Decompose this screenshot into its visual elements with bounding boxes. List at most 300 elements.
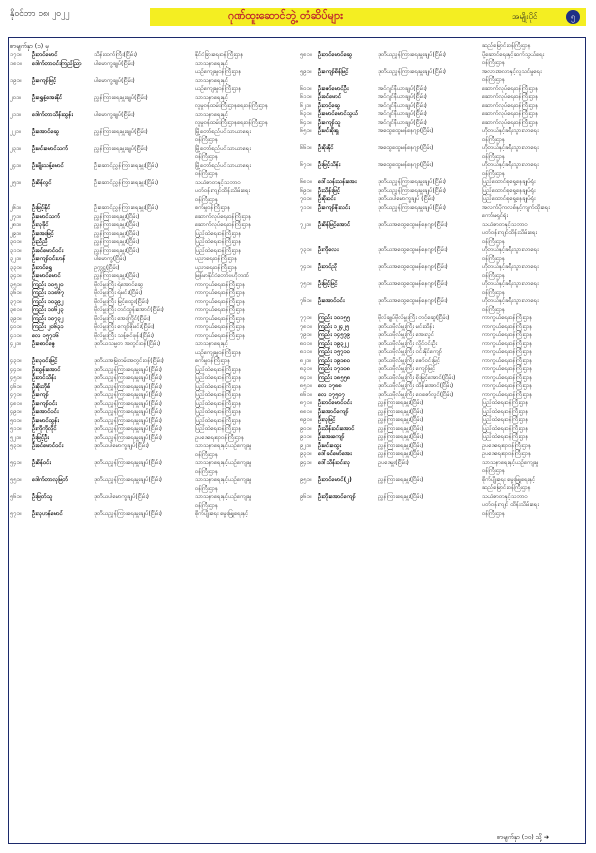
list-item — [10, 374, 300, 383]
entry-number: ၈၉၁။ — [300, 417, 312, 423]
entry-number: ၆၃၁။ — [300, 111, 312, 117]
rank-title: ညွှန်ကြားရေးမှူး(ငြိမ်း) — [94, 273, 140, 279]
entry-number: ၈၄၁။ — [300, 374, 312, 381]
rank-title: ညွှန်ကြားရေးမှူး(ငြိမ်း) — [94, 222, 140, 228]
list-item — [300, 493, 586, 519]
list-item — [10, 179, 300, 205]
rank-title: ညွှန်ကြားရေးမှူး(ငြိမ်း) — [378, 417, 424, 423]
rank-title: အင်ဂျင်နီယာချုပ်(ငြိမ်း) — [378, 94, 427, 100]
entry-number: ၇၈၁။ — [300, 323, 312, 330]
department: ပြည်ထဲရေးဝန်ကြီးဌာန — [482, 408, 529, 415]
department: ကာကွယ်ရေးဝန်ကြီးဌာန — [195, 307, 246, 313]
list-item — [10, 366, 300, 375]
rank-title: ဒုတိယဗိုလ်မှူးကြီး ထိန်းအောင်(ငြိမ်း) — [378, 383, 454, 389]
list-item — [300, 119, 586, 128]
department: ဆောက်လုပ်ရေးဝန်ကြီးဌာန — [482, 111, 539, 117]
person-name: ဦးကိုကိုလိုင် — [32, 426, 57, 432]
person-name: ဦးကျော်သူ — [318, 119, 341, 126]
person-name: ဒေါက်တာသိန်းထွန်း — [32, 111, 73, 118]
department: ကာကွယ်ရေးဝန်ကြီးဌာန — [482, 357, 533, 364]
list-item — [300, 161, 586, 178]
list-item — [300, 408, 586, 417]
person-name: ဦးမြင့်နိုင် — [32, 205, 51, 211]
entry-number: ၂၂၁။ — [10, 128, 21, 135]
department: ဟိုတယ်နှင့်ခရီးသွားလာရေး ဝန်ကြီးဌာန — [482, 162, 539, 177]
department: ပြည်ထဲရေးဝန်ကြီးဌာန — [195, 247, 242, 254]
person-name: ဒေါက်တာဝင်းကြည်ညြာ — [32, 60, 82, 67]
department: ပြည်ထဲရေးဝန်ကြီးဌာန — [195, 392, 242, 398]
rank-title: ညွှန်ကြားရေးမှူး(ငြိမ်း) — [378, 434, 424, 440]
person-name — [318, 42, 378, 51]
rank-title: ဦးဆောင်ညွှန်ကြားရေးမှူး(ငြိမ်း) — [94, 205, 159, 211]
entry-number: ၂၇၁။ — [10, 213, 22, 220]
department: ဥပဒေရေးရာဝန်ကြီးဌာန — [482, 451, 532, 457]
person-name: ဦးမြင့်မြင့် — [318, 281, 338, 287]
department: ကာကွယ်ရေးဝန်ကြီးဌာန — [482, 349, 533, 355]
list-item — [10, 264, 300, 273]
section-label: အမျိုးပိုင် — [512, 12, 538, 21]
rank-title: ပါမောက္ခ(ငြိမ်း) — [94, 256, 127, 262]
entry-number: ၅၂၁။ — [10, 434, 22, 441]
list-item — [10, 298, 300, 307]
entry-number: ၄၅၁။ — [10, 375, 22, 381]
person-name: ဦးတိုးအောင်ကျော် — [318, 493, 356, 500]
rank-title: ဒုတိယအထွေထွေမန်နေဂျာ(ငြိမ်း) — [378, 247, 448, 253]
rank-title: ပါမောက္ခချုပ်(ငြိမ်း) — [94, 111, 135, 118]
rank-title: ဗိုလ်မှူးကြီး ကျော်ဇိုမင်း(ငြိမ်း) — [94, 324, 155, 330]
person-name: ဦးစိန်လွင် — [32, 179, 52, 186]
person-name: ကြည်း ၁၅၇၁၀ — [318, 349, 351, 355]
list-item — [300, 391, 586, 400]
list-item — [300, 459, 586, 476]
department: မြန်မာနိုင်ငံတော်ဗဟိုဘဏ် — [195, 273, 249, 279]
department: ပြည်ထဲရေးဝန်ကြီးဌာန — [195, 400, 242, 407]
department: မြို့တော်စည်ပင်သာယာရေး ဝန်ကြီးဌာန — [195, 145, 251, 160]
person-name: ဦးတင်မောင်(၂) — [318, 476, 352, 483]
rank-title: ဗိုလ်မှူးကြီး အေးကြိုင်(ငြိမ်း) — [94, 315, 151, 322]
department: ဥပဒေရေးရာဝန်ကြီးဌာန — [482, 442, 532, 449]
person-name: ဦးလှဝင်းမြင့် — [32, 358, 58, 364]
continued-from-note: စာမျက်နှာ (၁) မှ — [10, 43, 49, 50]
list-item — [10, 111, 300, 128]
department: ကာကွယ်ရေးဝန်ကြီးဌာန — [482, 374, 533, 381]
department: စက်မှုဝန်ကြီးဌာန — [195, 358, 231, 364]
person-name: ဦးစိန်ဝင်း — [32, 460, 51, 466]
rank-title: ဗိုလ်မှူးကြီး သန့်ဇင်ဖုန်း(ငြိမ်း) — [94, 332, 155, 339]
department: ဆောက်လုပ်ရေးဝန်ကြီးဌာန — [482, 85, 539, 92]
rank-title: ညွှန်ကြားရေးမှူး(ငြိမ်း) — [94, 239, 140, 245]
list-item — [10, 221, 300, 230]
entry-number: ၃၃၁။ — [10, 264, 22, 271]
rank-title: အင်ဂျင်နီယာချုပ်(ငြိမ်း) — [378, 119, 427, 126]
entry-number: ၈၂၁။ — [300, 357, 312, 364]
department: ပြည်ထဲရေးဝန်ကြီးဌာန — [482, 400, 529, 406]
rank-title: ဒုတိယညွှန်ကြားရေးမှူးချုပ်(ငြိမ်း) — [94, 426, 162, 432]
entry-number: ၄၀၁။ — [10, 324, 22, 330]
entry-number: ၃၅၁။ — [10, 281, 22, 288]
list-item — [300, 42, 586, 51]
department: အလက်ပိုကလစ်နှင့်ကျက်ထိုးရေး ကော်မရှင်ရုံး — [482, 204, 550, 219]
list-item — [10, 247, 300, 256]
rank-title: ဥပဒေမှူး(ငြိမ်း) — [378, 459, 409, 466]
list-item — [300, 433, 586, 442]
entry-number: ၆၉၁။ — [300, 187, 312, 194]
entry-number: ၈၇၁။ — [300, 400, 312, 406]
entry-number: ၅၄၁။ — [10, 460, 22, 466]
department: စိုက်ပျိုးရေး မွေးမြူရေးနှင့် — [195, 511, 249, 517]
entry-number: ၇၅၁။ — [300, 281, 312, 287]
person-name: ဦးမင်းမောင်သက် — [32, 145, 69, 152]
rank-title: ဒုတိယဗိုလ်မှူးကြီး လှိုင်ဝင်းဦး — [378, 340, 438, 347]
list-item — [10, 77, 300, 94]
entry-number: ၂၆၁။ — [10, 205, 22, 211]
entry-number: ၄၁၁။ — [10, 332, 22, 339]
rank-title: ဒုတိယညွှန်ကြားရေးမှူးချုပ်(ငြိမ်း) — [94, 417, 162, 424]
entry-number: ၉၃၁။ — [300, 451, 312, 457]
rank-title: ဒုတိယညွှန်ကြားရေးမှူးချုပ်(ငြိမ်း) — [94, 477, 162, 483]
entry-number: ၃၂၁။ — [10, 256, 22, 262]
rank-title: ဒုတိယဗိုလ်မှူးကြီး အေးလွင် — [378, 332, 435, 338]
entry-number: ၄၃၁။ — [10, 358, 22, 364]
entry-number: ၃၈၁။ — [10, 307, 22, 313]
department: သာသနာရေးနှင့် ယဉ်ကျေးမှုဝန်ကြီးဌာန — [195, 77, 242, 92]
entry-number: ၈၈၁။ — [300, 408, 312, 415]
list-item — [10, 391, 300, 400]
rank-title: ဒုတိယညွှန်ကြားရေးမှူးချုပ်(ငြိမ်း) — [94, 366, 162, 373]
list-item — [10, 417, 300, 426]
department: ဟိုတယ်နှင့်ခရီးသွားလာရေး ဝန်ကြီးဌာန — [482, 298, 539, 313]
department: ပြည်ထဲရေးဝန်ကြီးဌာန — [195, 366, 242, 373]
person-name: ဦးမျိုးသန့်မောင် — [32, 162, 64, 169]
rank-title: ညွှန်ကြားရေးမှူး(ငြိမ်း) — [94, 213, 140, 220]
list-item — [10, 357, 300, 366]
list-item — [300, 323, 586, 332]
person-name: ဦးခင်မောင်ဝင်း — [32, 247, 64, 254]
list-item — [10, 425, 300, 434]
rank-title: ဒုတိယညွှန်ကြားရေးမှူးချုပ်(ငြိမ်း) — [378, 204, 446, 211]
person-name: ဦးတင်သိန်း — [32, 375, 56, 381]
list-item — [10, 315, 300, 324]
entry-number: ၂၄၁။ — [10, 162, 22, 169]
entry-number: ၂၀၁။ — [10, 94, 22, 101]
person-name: ဒေါ်သိန်းဝင်းလှ — [318, 459, 351, 466]
left-column — [10, 42, 300, 519]
rank-title: ဒုတိယအထွေထွေမန်နေဂျာ(ငြိမ်း) — [378, 221, 448, 228]
department: ကာကွယ်ရေးဝန်ကြီးဌာန — [482, 323, 533, 330]
department: ကာကွယ်ရေးဝန်ကြီးဌာန — [195, 281, 246, 288]
list-item — [300, 476, 586, 493]
person-name: ဒေါက်တာလှမြတ် — [32, 477, 69, 483]
entry-number: ၂၁၁။ — [10, 111, 22, 118]
entry-number — [300, 42, 318, 51]
list-item — [300, 382, 586, 391]
entry-number: ၃၄၁။ — [10, 273, 22, 279]
department: ပြည်ထဲရေးဝန်ကြီးဌာန — [482, 417, 529, 423]
rank-title: ဦးဆောင်ညွှန်ကြားရေးမှူး(ငြိမ်း) — [94, 162, 159, 169]
rank-title: ဒုတိယညွှန်ကြားရေးမှူးချုပ်(ငြိမ်း) — [378, 187, 446, 194]
rank-title: ပါမောက္ခချုပ်(ငြိမ်း) — [94, 77, 135, 84]
page-title: ဂုဏ်ထူးဆောင်ဘွဲ့ တံဆိပ်များ — [228, 9, 343, 22]
rank-title: ညွှန်ကြားရေးမှူး(ငြိမ်း) — [378, 425, 424, 432]
entry-number: ၇၉၁။ — [300, 332, 312, 338]
person-name: ဦးမြင့်သိန်း — [318, 162, 341, 168]
department: မြို့တော်စည်ပင်သာယာရေး ဝန်ကြီးဌာန — [195, 128, 251, 143]
rank-title: ညွှန်ကြားရေးမှူး(ငြိမ်း) — [378, 400, 424, 406]
rank-title: ညွှန်ကြားရေးမှူး(ငြိမ်း) — [378, 408, 424, 415]
list-item — [300, 374, 586, 383]
rank-title: ဒုတိယအထွေထွေမန်နေဂျာ(ငြိမ်း) — [378, 281, 448, 287]
person-name: ကြည်း ၁၁၈၆၇ — [32, 290, 65, 296]
department: ဆောက်လုပ်ရေးဝန်ကြီးဌာန — [482, 119, 539, 126]
rank-title: ဒုတိယညွှန်ကြားရေးမှူးချုပ်(ငြိမ်း) — [94, 383, 162, 390]
entry-number: ၇၀၁။ — [300, 196, 312, 202]
person-name: ဦးမောင်သက် — [32, 213, 61, 220]
rank-title: ဒုတိယဗိုလ်မှူးကြီး ကျော်မြင့် — [378, 366, 436, 372]
person-name: ဦးကျော်ဝင်း — [32, 400, 57, 407]
entry-number: ၄၇၁။ — [10, 392, 22, 398]
person-name: ဦးလှဟန်မောင် — [32, 511, 63, 517]
rank-title: ဒုတိယအမြဲတမ်းအတွင်းဝန်(ငြိမ်း) — [94, 358, 164, 364]
entry-number: ၄၉၁။ — [10, 409, 22, 415]
person-name: လေ ၁၅၇၁၆ — [32, 332, 59, 339]
person-name: ဦးမြတ်သူ — [32, 494, 53, 500]
person-name: ဦးဇော်မောင်ဦး — [318, 85, 349, 92]
list-item — [10, 162, 300, 179]
entry-number: ၈၁၁။ — [300, 349, 312, 355]
person-name: ကြည်း ၁၂၄၂၅ — [318, 323, 350, 330]
person-name: ကြည်း ၁၀၁၅၅ — [318, 315, 351, 321]
department: ကာကွယ်ရေးဝန်ကြီးဌာန — [195, 332, 246, 339]
person-name: ကြည်း ၁၀၅၂၀ — [32, 281, 64, 288]
person-name: ဦးစိုးနိုင် — [318, 145, 334, 151]
entry-number: ၃၁၁။ — [10, 247, 22, 254]
entry-number: ၈၃၁။ — [300, 366, 312, 372]
right-entry-list — [300, 42, 586, 518]
entry-number: ၂၈၁။ — [10, 222, 22, 228]
department: သယံဇာတနှင့်သဘာဝ ပတ်ဝန်းကျင် ထိန်းသိမ်းရေး ဝန်ကြီးဌာန — [482, 493, 539, 517]
department: သာသနာရေးနှင့် လူမှုဝန်ထမ်းကြီးဌာနရေးဝန်ကြီးဌာန — [195, 111, 269, 126]
person-name: ကြည်း ၁၀၇၃၂ — [32, 315, 64, 322]
department: ဆောက်လုပ်ရေးဝန်ကြီးဌာန — [482, 102, 539, 109]
list-item — [300, 314, 586, 323]
department: မြို့တော်စည်ပင်သာယာရေး ဝန်ကြီးဌာန — [195, 162, 251, 177]
list-item — [300, 348, 586, 357]
entry-number: ၄၄၁။ — [10, 366, 22, 373]
rank-title — [378, 42, 482, 51]
person-name: ဦးအေးကျော် — [318, 434, 345, 440]
rank-title: ဒုတိယပါမောက္ခချုပ် (ငြိမ်း) — [378, 196, 435, 202]
person-name: ဦးကျော်ဝင်းဟန် — [32, 256, 66, 262]
rank-title: ဗိုလ်မှူးကြီး တင်ထွန်းအောင်(ငြိမ်း) — [94, 307, 164, 313]
rank-title: ဒုတိယအထွေထွေမန်နေဂျာ(ငြိမ်း) — [378, 264, 448, 270]
person-name: ဦးအေးမြင့် — [32, 230, 54, 237]
person-name: ကြည်း ၁၉၁၈၀ — [318, 357, 351, 364]
person-name: ဦးခင်မောင် — [318, 94, 342, 100]
rank-title: ဒုတိယညွှန်ကြားရေးမှူးချုပ်(ငြိမ်း) — [94, 400, 162, 407]
rank-title: ဒုတိယညွှန်ကြားရေးမှူးချုပ်(ငြိမ်း) — [94, 392, 162, 398]
entry-number: ၆၁၁။ — [300, 94, 312, 100]
entry-number: ၇၄၁။ — [300, 264, 312, 270]
person-name: ကြည်း ၁၉၃၂၂ — [318, 340, 350, 347]
list-item — [300, 221, 586, 247]
department: သာသနာရေးနှင့် ယဉ်ကျေးမှုဝန်ကြီးဌာန — [195, 60, 242, 75]
list-item — [10, 408, 300, 417]
department: ကာကွယ်ရေးဝန်ကြီးဌာန — [482, 332, 533, 338]
entry-number: ၃၀၁။ — [10, 239, 22, 245]
list-item — [10, 332, 300, 341]
rank-title: ညွှန်ကြားရေးမှူး(ငြိမ်း) — [378, 442, 424, 449]
department: အလားအလာနှင့်လူသင်မှုရေး ဝန်ကြီးဌာန — [482, 68, 542, 83]
issue-date: နိုဝင်ဘာ ၁၈၊ ၂၀၂၂ — [10, 9, 70, 19]
list-item — [300, 425, 586, 434]
rank-title: အင်ဂျင်နီယာချုပ်(ငြိမ်း) — [378, 102, 427, 109]
entry-number: ၇၃၁။ — [300, 247, 312, 253]
person-name: ဦးညီညီ — [32, 239, 48, 245]
entry-number: ၇၂၁။ — [300, 221, 312, 228]
rank-title: ပါမောက္ခချုပ်(ငြိမ်း) — [94, 60, 135, 67]
person-name: ဦးစိန်မြင့်အောင် — [318, 221, 351, 228]
department: ပညာရေးဝန်ကြီးဌာန — [195, 256, 238, 262]
entry-number: ၇၁၁။ — [300, 204, 312, 211]
entry-number: ၃၇၁။ — [10, 298, 22, 305]
person-name: ဦးအောင်ကျော် — [318, 408, 349, 415]
person-name: ဦးသိန်းမြင့် — [318, 187, 341, 194]
page-header — [0, 0, 596, 34]
rank-title: ညွှန်ကြားရေးမှူး(ငြိမ်း) — [378, 493, 424, 500]
department: စိုက်ပျိုးရေး မွေးမြူရေးနှင့် ဆည်မြောင်းဝန်ကြီးဌာန — [482, 476, 536, 491]
rank-title: ညွှန်ကြားရေးမှူး(ငြိမ်း) — [378, 451, 424, 457]
rank-title: အင်ဂျင်နီယာချုပ်(ငြိမ်း) — [378, 111, 427, 117]
person-name: ဦးရွှေနံ့အေးနိုင် — [32, 94, 63, 101]
rank-title: ဒုတိယညွှန်ကြားရေးမှူးချုပ်(ငြိမ်း) — [378, 51, 446, 58]
list-item — [10, 510, 300, 519]
right-column — [300, 42, 586, 518]
person-name: ဦးအောင်ဝင်း — [32, 409, 59, 415]
entry-number: ၉၄၁။ — [300, 459, 312, 466]
list-item — [10, 340, 300, 357]
list-item — [10, 476, 300, 493]
entry-number: ၄၈၁။ — [10, 400, 22, 407]
person-name: ဦးမောင်မောင်သွယ် — [318, 111, 359, 117]
list-item — [10, 306, 300, 315]
entry-number: ၅၃၁။ — [10, 443, 22, 449]
person-name: လေ ၁၇၈၈ — [318, 383, 342, 389]
person-name: ဦးမြင့်ဦး — [32, 434, 49, 441]
list-item — [10, 400, 300, 409]
person-name: ဦးလှခိုင် — [32, 222, 49, 228]
person-name: ဒေါ်ခင်မော်အေး — [318, 451, 352, 457]
list-item — [300, 263, 586, 280]
person-name: ဦးကျော် — [32, 392, 49, 398]
department: ပြည်ထောင်စုရှေ့နေချုပ်ရုံး — [482, 196, 536, 202]
department: သယံဇာတနှင့်သဘာဝ ပတ်ဝန်းကျင်ထိန်းသိမ်းရေး ဝန်ကြီးဌာန — [195, 179, 250, 203]
rank-title: ညွှန်ကြားရေးမှူး(ငြိမ်း) — [94, 247, 140, 254]
department: သာသနာရေးနှင့်ယဉ်ကျေးမှု ဝန်ကြီးဌာန — [482, 459, 539, 474]
department: ပြည်ထဲရေးဝန်ကြီးဌာန — [195, 230, 242, 237]
person-name: ဦးစိုးဘိုစ် — [32, 383, 51, 390]
list-item — [300, 340, 586, 349]
continued-to-note: စာမျက်နှာ (၁၀) သို့ ➔ — [497, 834, 550, 841]
rank-title: ဒုတိယညွှန်ကြားရေးမှူးချုပ်(ငြိမ်း) — [94, 375, 162, 381]
person-name: ဦးမောင်ထွန်း — [32, 417, 59, 424]
list-item — [300, 331, 586, 340]
rank-title: ဥက္ကဋ္ဌ(ငြိမ်း) — [94, 264, 120, 271]
department: သာသနာရေးနှင့်ယဉ်ကျေးမှု ဝန်ကြီးဌာန — [195, 460, 252, 475]
entry-number: ၈၀၁။ — [300, 340, 312, 347]
rank-title: ဒုတိယညွှန်ကြားရေးမှူးချုပ်(ငြိမ်း) — [94, 409, 162, 415]
entry-number: ၆၀၁။ — [300, 85, 312, 92]
entry-number: ၇၇၁။ — [300, 315, 312, 321]
department: ပို့ဆောင်ရေးနှင့်ဆက်သွယ်ရေး ဝန်ကြီးဌာန — [482, 51, 545, 66]
entry-number: ၆၇၁။ — [300, 162, 312, 168]
rank-title: အထွေထွေမန်နေဂျာ(ငြိမ်း) — [378, 162, 434, 168]
entry-number: ၉၆၁။ — [300, 493, 312, 500]
list-item — [300, 204, 586, 221]
list-item — [10, 60, 300, 77]
rank-title: ဗိုလ်မှူးကြီး ရဲမင်း(ငြိမ်း) — [94, 290, 143, 296]
person-name: ဒေါ်သန်းသန်းအေး — [318, 179, 357, 185]
entry-number: ၈၆၁။ — [300, 391, 312, 398]
person-name: ကြည်း ၁၈၅၅၈ — [318, 374, 351, 381]
entry-number: ၂၅၁။ — [10, 179, 22, 186]
list-item — [300, 110, 586, 119]
list-item — [300, 365, 586, 374]
list-item — [300, 178, 586, 187]
entry-number: ၆၂၁။ — [300, 102, 312, 109]
entry-number: ၄၆၁။ — [10, 383, 22, 390]
department: သာသနာရေးနှင့်ယဉ်ကျေးမှု ဝန်ကြီးဌာန — [195, 443, 252, 458]
left-entry-list — [10, 51, 300, 519]
person-name: ဦးကိုလေး — [318, 247, 339, 253]
entry-number: ၅၉၁။ — [300, 68, 312, 75]
entry-number: ၅၁၁။ — [10, 426, 22, 432]
department: ဆောက်လုပ်ရေးဝန်ကြီးဌာန — [482, 94, 539, 100]
rank-title: ဒုတိယပါမောက္ခချုပ်(ငြိမ်း) — [94, 494, 149, 500]
list-item — [300, 127, 586, 144]
rank-title: အင်ဂျင်နီယာချုပ်(ငြိမ်း) — [378, 85, 427, 92]
department: ကာကွယ်ရေးဝန်ကြီးဌာန — [482, 340, 533, 347]
person-name: ကြည်း ၁၀၃၉၂ — [32, 298, 64, 305]
department: ဟိုတယ်နှင့်ခရီးသွားလာရေး ဝန်ကြီးဌာန — [482, 128, 539, 143]
list-item — [300, 280, 586, 297]
department: ဆောက်လုပ်ရေးဝန်ကြီးဌာန — [195, 222, 252, 228]
department: ဟိုတယ်နှင့်ခရီးသွားလာရေး ဝန်ကြီးဌာန — [482, 281, 539, 296]
department: ပြည်ထဲရေးဝန်ကြီးဌာန — [482, 425, 529, 432]
list-item — [10, 255, 300, 264]
list-item — [10, 204, 300, 213]
department: ဟိုတယ်နှင့်ခရီးသွားလာရေး ဝန်ကြီးဌာန — [482, 145, 539, 160]
rank-title: ဗိုလ်မှူးကြီး ရဲအောင်ဆွေ — [94, 281, 144, 288]
list-item — [10, 281, 300, 290]
list-item — [300, 357, 586, 366]
list-item — [300, 144, 586, 161]
list-item — [10, 434, 300, 443]
department: ကာကွယ်ရေးဝန်ကြီးဌာန — [195, 290, 246, 296]
person-name: ဦးတင်ညို — [318, 264, 338, 270]
list-item — [10, 238, 300, 247]
list-item — [300, 68, 586, 85]
rank-title: ညွှန်ကြားရေးမှူးချုပ်(ငြိမ်း) — [94, 128, 148, 135]
rank-title: ဒုတိယညွှန်ကြားရေးမှူးချုပ်(ငြိမ်း) — [378, 68, 446, 75]
rank-title: ဒုတိယညွှန်ကြားရေးမှူးချုပ်(ငြိမ်း) — [94, 511, 162, 517]
department: ပြည်ထောင်စုရှေ့နေချုပ်ရုံး — [482, 187, 536, 194]
person-name: ဦးသိန်းဝင်းအောင် — [318, 425, 355, 432]
list-item — [300, 246, 586, 263]
person-name: ကြည်း ၁၀၆၂၃ — [32, 307, 64, 313]
entry-number: ၈၅၁။ — [300, 383, 312, 389]
department: ကာကွယ်ရေးဝန်ကြီးဌာန — [195, 324, 246, 330]
person-name: ဦးတင်မောင်ဝင်း — [318, 400, 352, 406]
